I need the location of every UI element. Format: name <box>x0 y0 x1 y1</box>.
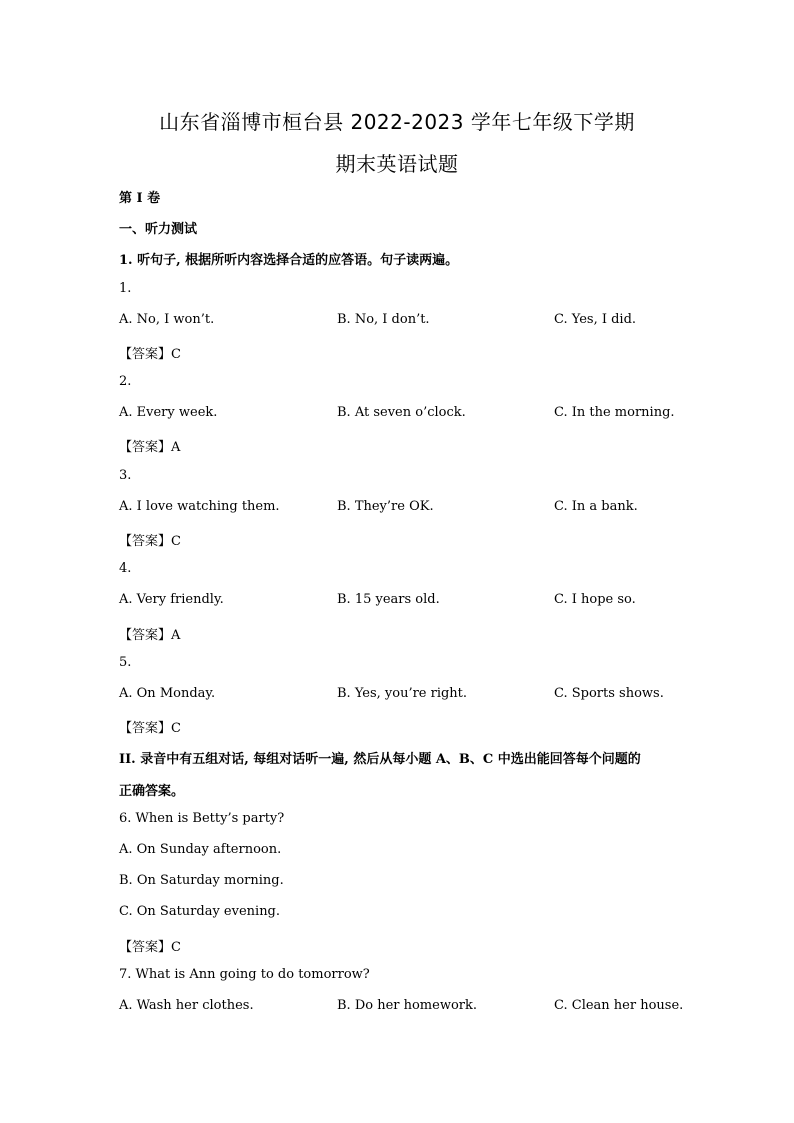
answer-label: 【答案】A <box>119 628 181 643</box>
option-b: B. Do her homework. <box>337 998 478 1013</box>
option-a: A. On Sunday afternoon. <box>119 842 282 857</box>
option-b: B. No, I don’t. <box>337 312 430 327</box>
option-b: B. At seven o’clock. <box>337 405 466 420</box>
part2-instruction: II. 录音中有五组对话, 每组对话听一遍, 然后从每小题 A、B、C 中选出能回答每个问题的 <box>119 752 641 767</box>
option-c: C. In a bank. <box>554 499 638 514</box>
part1-instruction: 1. 听句子, 根据所听内容选择合适的应答语。句子读两遍。 <box>119 253 459 268</box>
part2-instruction-cont: 正确答案。 <box>119 784 185 799</box>
document-title: 山东省淄博市桓台县 2022-2023 学年七年级下学期 <box>159 110 635 134</box>
answer-label: 【答案】C <box>119 940 181 955</box>
question-number: 5. <box>119 655 132 670</box>
document-subtitle: 期末英语试题 <box>335 152 459 176</box>
option-c: C. On Saturday evening. <box>119 904 281 919</box>
option-c: C. Yes, I did. <box>554 312 637 327</box>
section-heading-listening: 一、听力测试 <box>119 222 198 237</box>
option-a: A. Wash her clothes. <box>119 998 254 1013</box>
question-number: 4. <box>119 561 132 576</box>
question-text: 6. When is Betty’s party? <box>119 811 285 826</box>
option-b: B. 15 years old. <box>337 592 440 607</box>
option-a: A. Very friendly. <box>119 592 224 607</box>
question-number: 1. <box>119 281 132 296</box>
option-a: A. No, I won’t. <box>119 312 215 327</box>
answer-label: 【答案】C <box>119 347 181 362</box>
option-b: B. On Saturday morning. <box>119 873 284 888</box>
option-a: A. On Monday. <box>119 686 216 701</box>
option-c: C. I hope so. <box>554 592 636 607</box>
option-a: A. Every week. <box>119 405 218 420</box>
option-c: C. In the morning. <box>554 405 675 420</box>
question-text: 7. What is Ann going to do tomorrow? <box>119 967 370 982</box>
question-number: 2. <box>119 374 132 389</box>
option-a: A. I love watching them. <box>119 499 280 514</box>
option-b: B. They’re OK. <box>337 499 434 514</box>
answer-label: 【答案】C <box>119 534 181 549</box>
question-number: 3. <box>119 468 132 483</box>
option-c: C. Clean her house. <box>554 998 684 1013</box>
answer-label: 【答案】C <box>119 721 181 736</box>
option-b: B. Yes, you’re right. <box>337 686 468 701</box>
answer-label: 【答案】A <box>119 440 181 455</box>
option-c: C. Sports shows. <box>554 686 664 701</box>
volume-heading: 第 I 卷 <box>119 191 161 206</box>
